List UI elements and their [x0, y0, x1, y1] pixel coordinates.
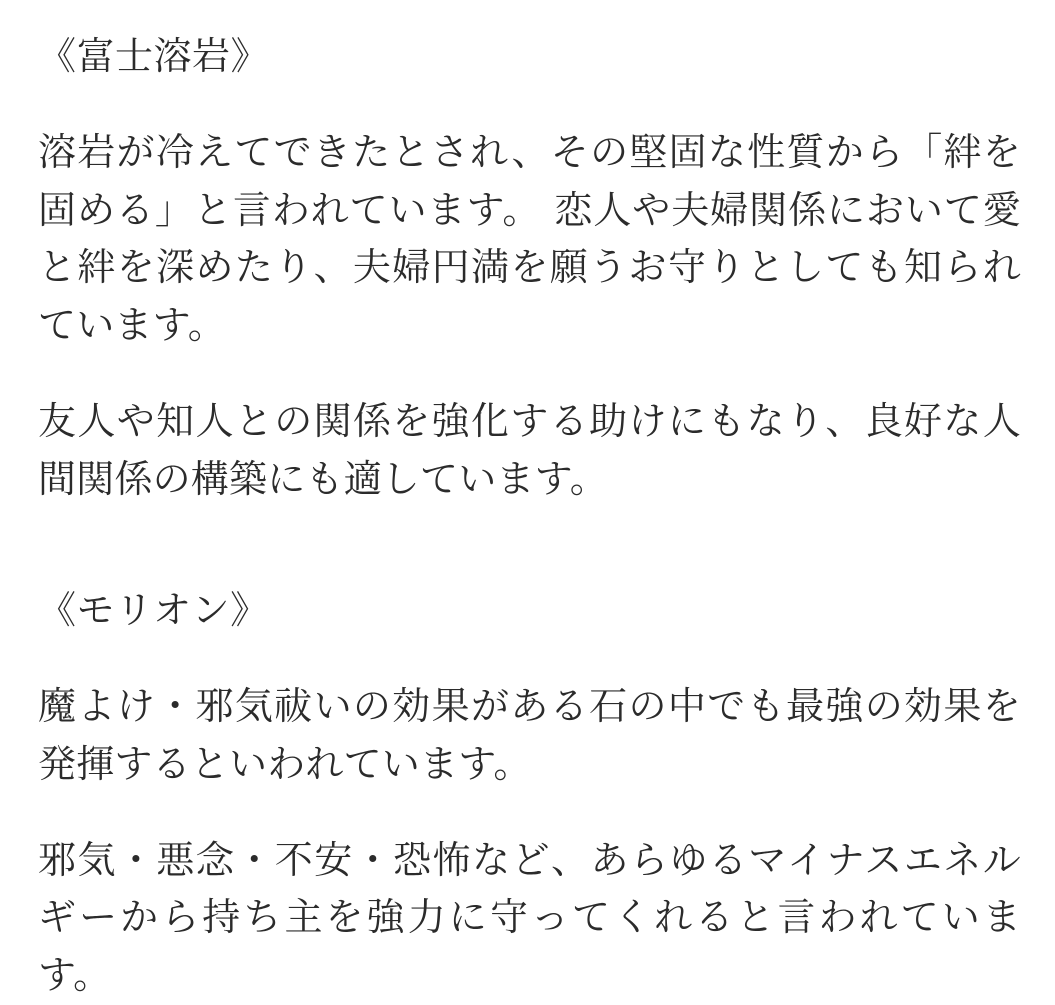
section-paragraph: 邪気・悪念・不安・恐怖など、あらゆるマイナスエネルギーから持ち主を強力に守ってくれると言われています。 [38, 837, 1021, 997]
section-paragraph: 友人や知人との関係を強化する助けにもなり、良好な人間関係の構築にも適しています。 [38, 398, 1021, 501]
section-morion [38, 582, 1021, 1005]
section-fuji-yougan [38, 28, 1021, 508]
section-heading: 《モリオン》 [38, 588, 269, 633]
section-paragraph: 溶岩が冷えてできたとされ、その堅固な性質から「絆を固める」と言われています。 恋人や夫婦関係において愛と絆を深めたり、夫婦円満を願うお守りとしても知られています。 [38, 129, 1021, 347]
section-heading: 《富士溶岩》 [38, 34, 270, 78]
section-paragraph: 魔よけ・邪気祓いの効果がある石の中でも最強の効果を発揮するといわれています。 [38, 684, 1021, 786]
